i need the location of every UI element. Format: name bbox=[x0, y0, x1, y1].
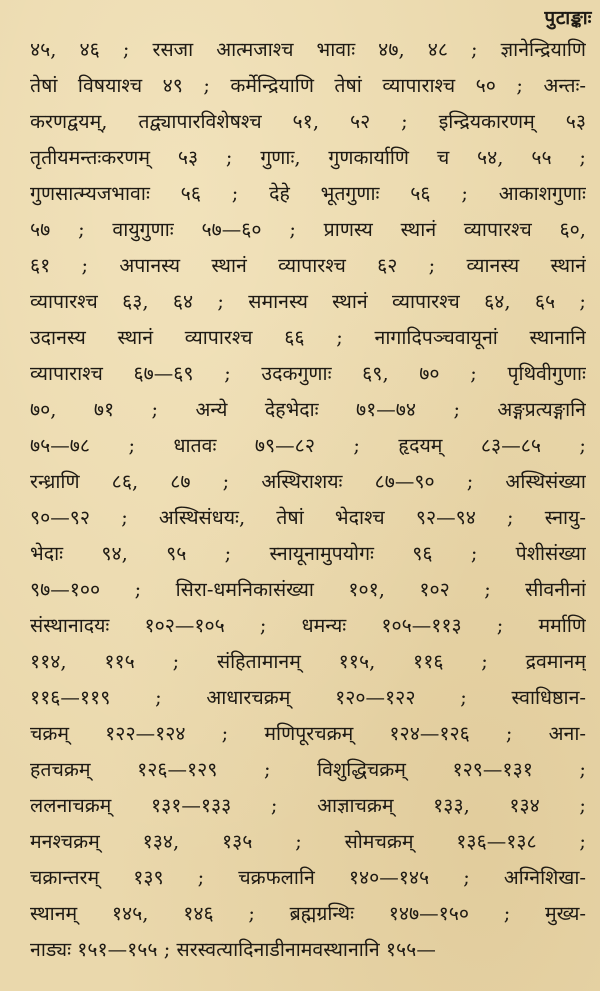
text-line: ७०, ७१ ; अन्ये देहभेदाः ७१—७४ ; अङ्गप्रत्यङ्गानि bbox=[30, 398, 586, 421]
text-line: गुणसात्म्यजभावाः ५६ ; देहे भूतगुणाः ५६ ; आकाशगुणाः bbox=[30, 182, 586, 205]
text-line: ६१ ; अपानस्य स्थानं व्यापारश्च ६२ ; व्यानस्य स्थानं bbox=[30, 254, 586, 277]
text-line: चक्रम् १२२—१२४ ; मणिपूरचक्रम् १२४—१२६ ; अना- bbox=[30, 722, 586, 745]
text-line: हतचक्रम् १२६—१२९ ; विशुद्धिचक्रम् १२९—१३१ ; bbox=[30, 758, 586, 781]
text-line: ११६—११९ ; आधारचक्रम् १२०—१२२ ; स्वाधिष्ठान- bbox=[30, 686, 586, 709]
text-line: ४५, ४६ ; रसजा आत्मजाश्च भावाः ४७, ४८ ; ज्ञानेन्द्रियाणि bbox=[30, 38, 586, 61]
text-line: चक्रान्तरम् १३९ ; चक्रफलानि १४०—१४५ ; अग्निशिखा- bbox=[30, 866, 586, 889]
text-line: स्थानम् १४५, १४६ ; ब्रह्मग्रन्थिः १४७—१५० ; मुख्य- bbox=[30, 902, 586, 925]
text-line: व्यापाराश्च ६७—६९ ; उदकगुणाः ६९, ७० ; पृथिवीगुणाः bbox=[30, 362, 586, 385]
text-line: व्यापारश्च ६३, ६४ ; समानस्य स्थानं व्यापारश्च ६४, ६५ ; bbox=[30, 290, 586, 313]
text-line: मनश्चक्रम् १३४, १३५ ; सोमचक्रम् १३६—१३८ ; bbox=[30, 830, 586, 853]
text-line: ललनाचक्रम् १३१—१३३ ; आज्ञाचक्रम् १३३, १३४ ; bbox=[30, 794, 586, 817]
text-line: ९७—१०० ; सिरा-धमनिकासंख्या १०१, १०२ ; सीवनीनां bbox=[30, 578, 586, 601]
index-text-block bbox=[30, 32, 586, 968]
text-line: तृतीयमन्तःकरणम् ५३ ; गुणाः, गुणकार्याणि च ५४, ५५ ; bbox=[30, 146, 586, 169]
text-line: नाड्यः १५१—१५५ ; सरस्वत्यादिनाडीनामवस्थानानि १५५— bbox=[30, 938, 436, 961]
text-line: रन्ध्राणि ८६, ८७ ; अस्थिराशयः ८७—९० ; अस्थिसंख्या bbox=[30, 470, 586, 493]
text-line: करणद्वयम्, तद्व्यापारविशेषश्च ५१, ५२ ; इन्द्रियकारणम् ५३ bbox=[30, 110, 586, 133]
page-numbers-heading: पुटाङ्काः bbox=[544, 7, 592, 29]
text-line: संस्थानादयः १०२—१०५ ; धमन्यः १०५—११३ ; मर्माणि bbox=[30, 614, 586, 637]
text-line: ७५—७८ ; धातवः ७९—८२ ; हृदयम् ८३—८५ ; bbox=[30, 434, 586, 457]
text-line: ९०—९२ ; अस्थिसंधयः, तेषां भेदाश्च ९२—९४ ; स्नायु- bbox=[30, 506, 586, 529]
text-line: तेषां विषयाश्च ४९ ; कर्मेन्द्रियाणि तेषां व्यापाराश्च ५० ; अन्तः- bbox=[30, 74, 586, 97]
text-line: भेदाः ९४, ९५ ; स्नायूनामुपयोगः ९६ ; पेशीसंख्या bbox=[30, 542, 586, 565]
text-line: ५७ ; वायुगुणाः ५७—६० ; प्राणस्य स्थानं व्यापारश्च ६०, bbox=[30, 218, 586, 241]
text-line: उदानस्य स्थानं व्यापारश्च ६६ ; नागादिपञ्चवायूनां स्थानानि bbox=[30, 326, 586, 349]
text-line: ११४, ११५ ; संहितामानम् ११५, ११६ ; द्रवमानम् bbox=[30, 650, 586, 673]
